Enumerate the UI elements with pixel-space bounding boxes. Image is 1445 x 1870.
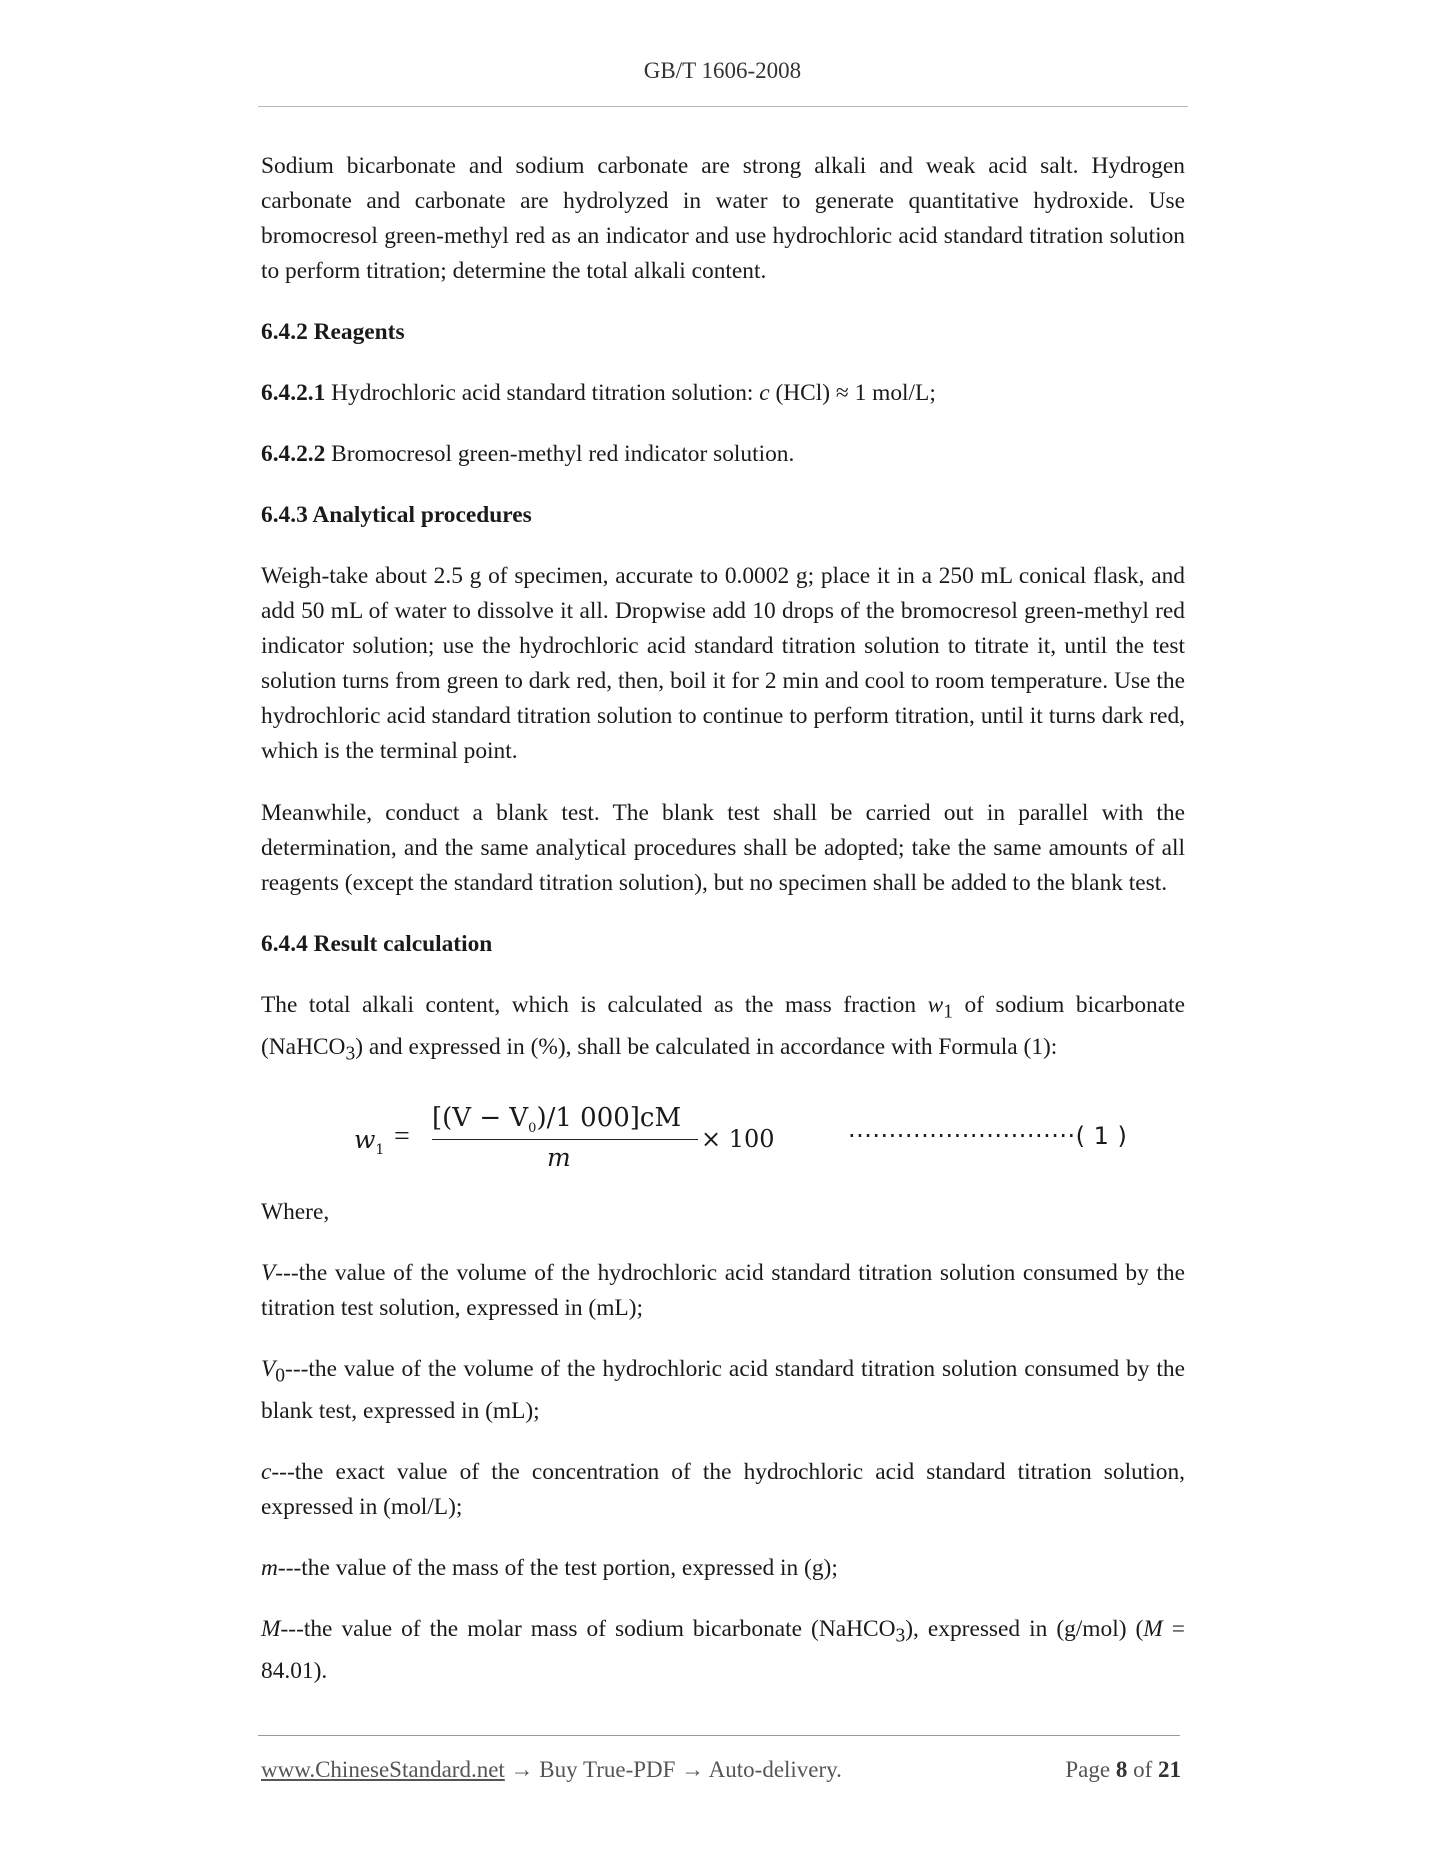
variable: w xyxy=(354,1125,376,1155)
blank-test-paragraph: Meanwhile, conduct a blank test. The blank test shall be carried out in parallel with the determination, and the same analytical procedures shall be adopted; take the same amounts of all reagents (except the standard titration solution), but no specimen shall be added to the blank test. xyxy=(261,800,1185,896)
text: ---the value of the volume of the hydrochloric acid standard titration solution consumed by the titration test solution, expressed in (mL); xyxy=(261,1260,1185,1322)
heading-analytical-procedures: 6.4.3 Analytical procedures xyxy=(261,502,532,528)
total-pages: 21 xyxy=(1158,1757,1181,1782)
variable: V xyxy=(261,1260,276,1287)
footer-promo-text: → Buy True-PDF → Auto-delivery. xyxy=(504,1757,842,1782)
variable: M xyxy=(261,1616,281,1643)
formula-denominator: m xyxy=(547,1143,571,1173)
subscript: 1 xyxy=(375,1142,385,1159)
formula-lhs xyxy=(354,1125,384,1158)
text: [(V − V xyxy=(432,1103,529,1134)
heading-reagents: 6.4.2 Reagents xyxy=(261,319,405,345)
definition-v0 xyxy=(261,1352,1185,1429)
formula-multiplier: × 100 xyxy=(701,1125,775,1154)
definition-v xyxy=(261,1256,1185,1326)
footer-promo xyxy=(261,1757,842,1782)
definition-c xyxy=(261,1455,1185,1525)
procedure-paragraph: Weigh-take about 2.5 g of specimen, accurate to 0.0002 g; place it in a 250 mL conical flask, and add 50 mL of water to dissolve it all. Dropwise add 10 drops of the bromocresol green-methyl red indicator solution; use the hydrochloric acid standard titration solution to titrate it, until the test solution turns from green to dark red, then, boil it for 2 min and cool to room temperature. Use the hydrochloric acid standard titration solution to continue to perform titration, until it turns dark red, which is the terminal point. xyxy=(261,563,1185,764)
text: ---the value of the mass of the test portion, expressed in (g); xyxy=(277,1555,838,1582)
intro-paragraph: Sodium bicarbonate and sodium carbonate are strong alkali and weak acid salt. Hydrogen carbonate and carbonate are hydrolyzed in water to generate quantitative hydroxide. Use bromocresol green-methyl red as an indicator and use hydrochloric acid standard titration solution to perform titration; determine the total alkali content. xyxy=(261,153,1185,284)
equals-sign: = xyxy=(394,1121,410,1153)
page-indicator xyxy=(1065,1757,1181,1783)
text: Hydrochloric acid standard titration solution: xyxy=(325,380,760,406)
subscript: 0 xyxy=(528,1121,537,1137)
calculation-intro xyxy=(261,988,1185,1071)
page-footer xyxy=(261,1757,1181,1783)
text: ), expressed in (g/mol) ( xyxy=(905,1616,1144,1643)
variable: V xyxy=(261,1356,276,1383)
variable: m xyxy=(261,1555,278,1582)
reagent-6-4-2-1 xyxy=(261,376,1185,411)
formula-reference: ····························( 1 ) xyxy=(848,1122,1128,1151)
text: of sodium bicarbonate (NaHCO xyxy=(261,992,1185,1060)
document-header: GB/T 1606-2008 xyxy=(643,58,802,83)
variable: M xyxy=(1143,1616,1163,1643)
definition-molar-mass xyxy=(261,1612,1185,1689)
variable: w xyxy=(927,992,944,1018)
current-page: 8 xyxy=(1115,1757,1128,1782)
text: Bromocresol green-methyl red indicator solution. xyxy=(325,441,795,467)
page-content xyxy=(261,149,1185,1689)
text: The total alkali content, which is calculated as the mass fraction xyxy=(261,992,928,1018)
text: (HCl) ≈ 1 mol/L; xyxy=(769,380,936,406)
text: = 84.01). xyxy=(261,1616,1185,1684)
where-label: Where, xyxy=(261,1199,330,1226)
subscript: 3 xyxy=(895,1625,906,1647)
text: ) and expressed in (%), shall be calculated in accordance with Formula (1): xyxy=(355,1033,1058,1060)
text: ---the exact value of the concentration of the hydrochloric acid standard titration solution, expressed in (mol/L); xyxy=(261,1459,1185,1521)
header-divider xyxy=(258,106,1188,107)
of-label: of xyxy=(1127,1757,1158,1782)
clause-number: 6.4.2.1 xyxy=(261,380,326,406)
fraction-bar xyxy=(432,1139,698,1140)
heading-result-calculation: 6.4.4 Result calculation xyxy=(261,931,493,957)
variable: c xyxy=(759,380,770,406)
website-link[interactable]: www.ChineseStandard.net xyxy=(261,1757,505,1782)
variable: c xyxy=(261,1459,272,1486)
subscript: 3 xyxy=(345,1043,356,1065)
text: )/1 000]cM xyxy=(536,1103,682,1134)
formula-1 xyxy=(261,1085,1185,1195)
text: ---the value of the molar mass of sodium bicarbonate (NaHCO xyxy=(280,1616,896,1643)
page-label: Page xyxy=(1065,1757,1116,1782)
subscript: 1 xyxy=(943,1001,953,1023)
clause-number: 6.4.2.2 xyxy=(261,441,326,467)
formula-numerator xyxy=(432,1103,681,1136)
text: ---the value of the volume of the hydrochloric acid standard titration solution consumed by the blank test, expressed in (mL); xyxy=(261,1356,1185,1425)
reagent-6-4-2-2 xyxy=(261,437,1185,472)
definition-m xyxy=(261,1551,1185,1586)
footer-divider xyxy=(258,1735,1180,1736)
subscript: 0 xyxy=(275,1366,286,1388)
